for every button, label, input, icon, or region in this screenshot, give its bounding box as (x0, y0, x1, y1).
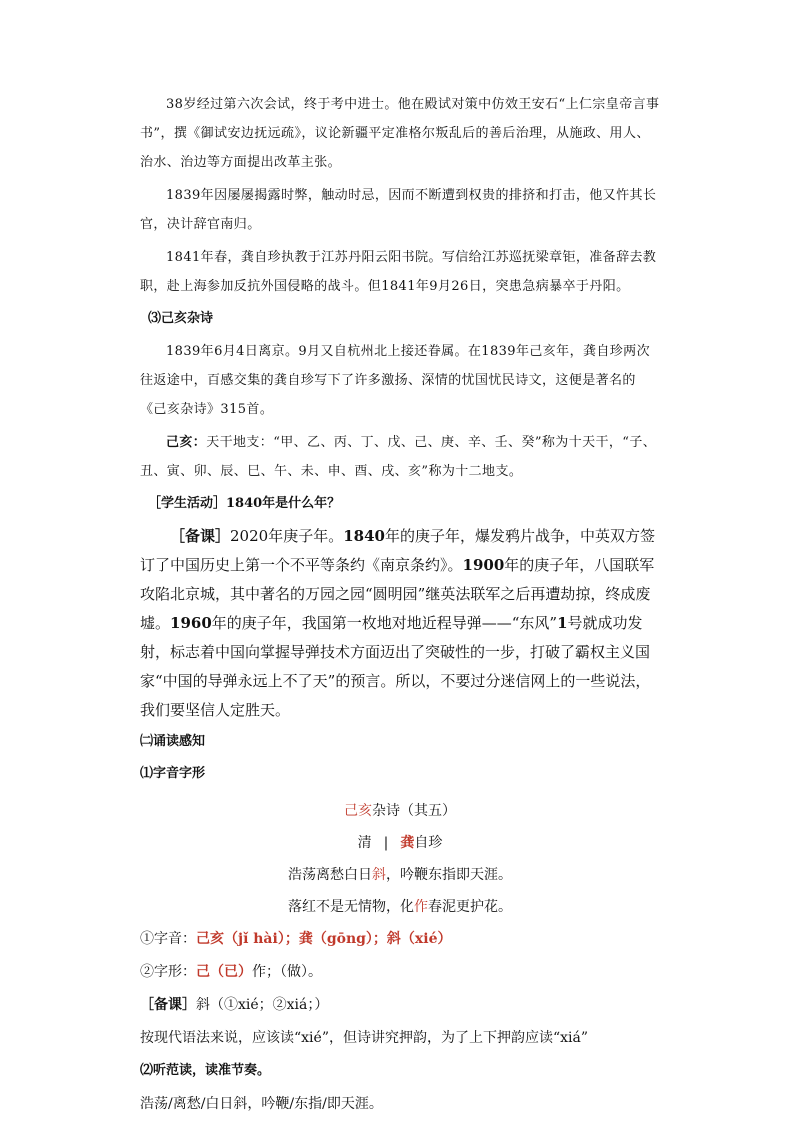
poem-title-highlight: 己亥 (344, 803, 372, 819)
section-recite: ㈡诵读感知 (140, 734, 206, 749)
heading-jihai-poems: ⑶己亥杂诗 (148, 311, 214, 326)
section-pronunciation: ⑴字音字形 (140, 766, 206, 781)
paragraph-exam: 38岁经过第六次会试，终于考中进士。他在殿试对策中仿效王安石“上仁宗皇帝言事书”，撰《御试安边抚远疏》，议论新疆平定准格尔叛乱后的善后治理，从施政、用人、治水、治边等方面提出改革主张。 (140, 97, 660, 170)
paragraph-jihai-explain (140, 428, 660, 486)
paragraph-1841: 1841年春，龚自珍执教于江苏丹阳云阳书院。写信给江苏巡抚梁章钜，准备辞去教职，赴上海参加反抗外国侵略的战斗。但1841年9月26日，突患急病暴卒于丹阳。 (140, 250, 657, 294)
prep-fragment: 号就成功发射，标志着中国向掌握导弹技术方面迈出了突破性的一步，打破了霸权主义国家“中国的导弹永远上不了天”的预言。所以，不要过分迷信网上的一些说法，我们要坚信人定胜天。 (140, 614, 651, 719)
poem-author: 清 | 龚自珍 (140, 828, 660, 858)
prep-label: ［备课］ (170, 527, 231, 545)
highlight-xie: 斜 (372, 867, 386, 883)
prep-fragment: 1840 (343, 527, 385, 545)
prep-fragment: 2020年庚子年。 (230, 527, 344, 545)
divider: | (383, 835, 389, 851)
rhythm-line: 浩荡/离愁/白日斜，吟鞭/东指/即天涯。 (140, 1096, 383, 1112)
student-activity: ［学生活动］1840年是什么年？ (148, 496, 341, 511)
document-body (140, 90, 660, 1122)
author-highlight: 龚 (400, 835, 415, 851)
poem-line-2: 落红不是无情物，化作春泥更护花。 (288, 899, 512, 915)
prep-fragment: 1900 (462, 556, 505, 574)
highlight-zuo: 作 (414, 899, 428, 915)
prep-fragment: 年的庚子年，八国联军攻陷北京城，其中著名的万园之园“圆明园”继英法联军之后再遭劫掠，终成废墟。 (140, 556, 655, 632)
section-listen: ⑵听范读，读准节奏。 (140, 1063, 271, 1078)
poem-title: 己亥杂诗（其五） (344, 803, 456, 819)
paragraph-departure: 1839年6月4日离京。9月又自杭州北上接还眷属。在1839年己亥年，龚自珍两次往返途中，百感交集的龚自珍写下了许多激扬、深情的忧国忧民诗文，这便是著名的《己亥杂诗》315首。 (140, 344, 650, 417)
pronunciation-line: ①字音：己亥（jǐ hài）；龚（gōng）；斜（xié） (140, 931, 452, 947)
prep-text (140, 527, 655, 719)
pronunciation-value: 己亥（jǐ hài）；龚（gōng）；斜（xié） (196, 931, 452, 947)
character-form-line: ②字形：己（已）作；（做）。 (140, 964, 322, 980)
prep-fragment: 1960 (170, 614, 212, 632)
prep-fragment: 年的庚子年，爆发鸦片战争，中英双方签订了中国历史上第一个不平等条约《南京条约》。 (140, 527, 655, 574)
poem-line-1: 浩荡离愁白日斜，吟鞭东指即天涯。 (288, 867, 512, 883)
prep-fragment: 年的庚子年，我国第一枚地对地近程导弹——“东风” (211, 614, 558, 632)
paragraph-1839: 1839年因屡屡揭露时弊，触动时忌，因而不断遭到权贵的排挤和打击，他又忤其长官，决计辞官南归。 (140, 188, 657, 232)
jihai-label: 己亥： (166, 435, 207, 450)
jihai-text: 天干地支：“甲、乙、丙、丁、戊、己、庚、辛、壬、癸”称为十天干，“子、丑、寅、卯、辰、巳、午、未、申、酉、戌、亥”称为十二地支。 (140, 435, 657, 479)
prep-fragment: 1 (557, 614, 568, 632)
reading-note: 按现代语法来说，应该读“xié”，但诗讲究押韵，为了上下押韵应读“xiá” (140, 1030, 589, 1046)
prep-paragraph (140, 522, 660, 725)
form-highlight: 己（已） (196, 964, 252, 980)
prep-note-line: ［备课］斜（①xié；②xiá；） (140, 997, 329, 1013)
